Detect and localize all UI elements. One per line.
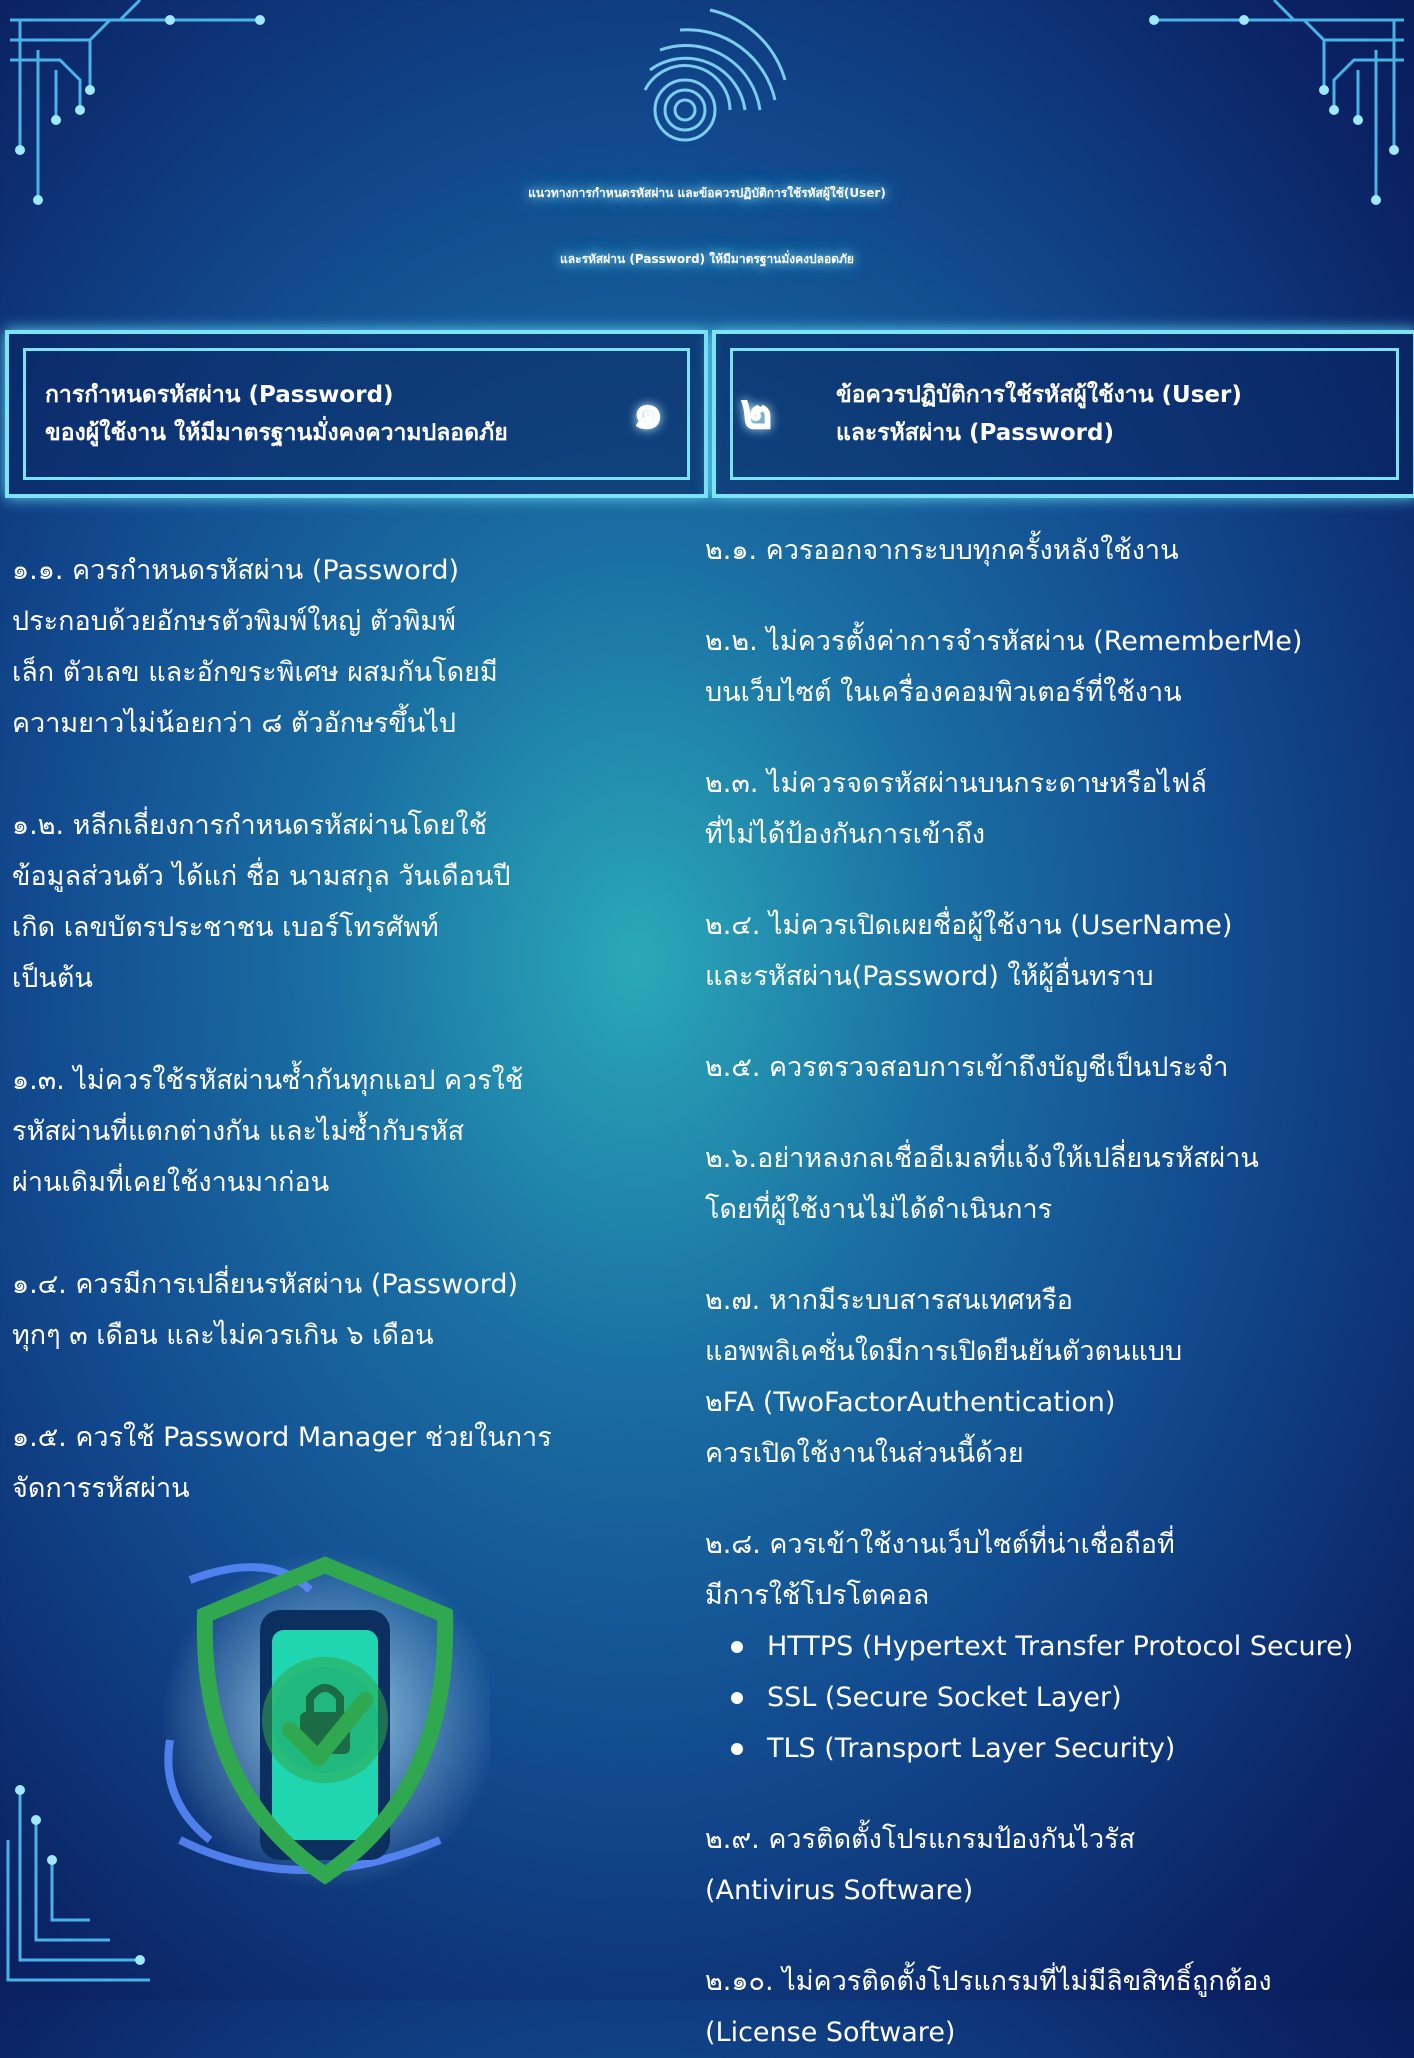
item-line: ข้อมูลส่วนตัว ได้แก่ ชื่อ นามสกุล วันเดือนปี bbox=[12, 861, 511, 892]
item-line: ๑.๔. ควรมีการเปลี่ยนรหัสผ่าน (Password) bbox=[12, 1269, 519, 1300]
item-line: ความยาวไม่น้อยกว่า ๘ ตัวอักษรขึ้นไป bbox=[12, 708, 457, 739]
section-1-item bbox=[12, 545, 552, 749]
section-2-heading-line-1: ข้อควรปฏิบัติการใช้รหัสผู้ใช้งาน (User) bbox=[836, 382, 1242, 408]
section-1-heading-line-1: การกำหนดรหัสผ่าน (Password) bbox=[45, 382, 394, 408]
item-line: ๒.๓. ไม่ควรจดรหัสผ่านบนกระดาษหรือไฟล์ bbox=[705, 768, 1207, 799]
security-shield-icon bbox=[150, 1540, 490, 1900]
page-title-line-1: แนวทางการกำหนดรหัสผ่าน และข้อควรปฏิบัติการใช้รหัสผู้ใช้(User) bbox=[528, 186, 886, 200]
item-line: ๒.๙. ควรติดตั้งโปรแกรมป้องกันไวรัส bbox=[705, 1824, 1136, 1855]
item-line: ๒.๘. ควรเข้าใช้งานเว็บไซต์ที่น่าเชื่อถือที่ bbox=[705, 1529, 1175, 1560]
item-line: รหัสผ่านที่แตกต่างกัน และไม่ซ้ำกับรหัส bbox=[12, 1116, 465, 1147]
item-line: ๑.๓. ไม่ควรใช้รหัสผ่านซ้ำกันทุกแอป ควรใช้ bbox=[12, 1065, 524, 1096]
item-line: ประกอบด้วยอักษรตัวพิมพ์ใหญ่ ตัวพิมพ์ bbox=[12, 606, 456, 637]
section-2-item bbox=[705, 616, 1353, 718]
section-1-heading-line-2: ของผู้ใช้งาน ให้มีมาตรฐานมั่งคงความปลอดภัย bbox=[45, 420, 508, 446]
section-2-heading-line-2: และรหัสผ่าน (Password) bbox=[836, 420, 1114, 446]
item-line: ผ่านเดิมที่เคยใช้งานมาก่อน bbox=[12, 1167, 330, 1198]
item-line: ๑.๑. ควรกำหนดรหัสผ่าน (Password) bbox=[12, 555, 460, 586]
item-line: เล็ก ตัวเลข และอักขระพิเศษ ผสมกันโดยมี bbox=[12, 657, 498, 688]
item-line: และรหัสผ่าน(Password) ให้ผู้อื่นทราบ bbox=[705, 961, 1154, 992]
item-line: ๒.๖.อย่าหลงกลเชื่ออีเมลที่แจ้งให้เปลี่ยนรหัสผ่าน bbox=[705, 1143, 1259, 1174]
page-title bbox=[0, 160, 1414, 292]
protocol-list-item: HTTPS (Hypertext Transfer Protocol Secure) bbox=[767, 1621, 1353, 1672]
item-line: ๒.๔. ไม่ควรเปิดเผยชื่อผู้ใช้งาน (UserName) bbox=[705, 910, 1233, 941]
protocol-list bbox=[705, 1621, 1353, 1774]
section-1-item bbox=[12, 800, 552, 1004]
page-title-line-2: และรหัสผ่าน (Password) ให้มีมาตรฐานมั่งคงปลอดภัย bbox=[560, 252, 854, 266]
section-1-item bbox=[12, 1055, 552, 1208]
protocol-list-item: TLS (Transport Layer Security) bbox=[767, 1723, 1353, 1774]
section-1-number: ๑ bbox=[632, 382, 664, 440]
section-1-item bbox=[12, 1412, 552, 1514]
item-line: โดยที่ผู้ใช้งานไม่ได้ดำเนินการ bbox=[705, 1194, 1053, 1225]
item-line: ๑.๕. ควรใช้ Password Manager ช่วยในการ bbox=[12, 1422, 552, 1453]
item-line: ๒.๑. ควรออกจากระบบทุกครั้งหลังใช้งาน bbox=[705, 535, 1179, 566]
item-line: เป็นต้น bbox=[12, 963, 93, 994]
section-2-item bbox=[705, 1042, 1353, 1093]
item-line: แอพพลิเคชั่นใดมีการเปิดยืนยันตัวตนแบบ bbox=[705, 1336, 1183, 1367]
section-2-item bbox=[705, 1956, 1353, 2058]
section-1-item bbox=[12, 1259, 552, 1361]
section-2-item bbox=[705, 758, 1353, 860]
section-2-item bbox=[705, 1133, 1353, 1235]
section-2-items bbox=[705, 525, 1353, 2058]
item-line: ๒.๗. หากมีระบบสารสนเทศหรือ bbox=[705, 1285, 1073, 1316]
item-line: ๒.๑๐. ไม่ควรติดตั้งโปรแกรมที่ไม่มีลิขสิทธิ์ถูกต้อง bbox=[705, 1966, 1272, 1997]
circuit-decoration-bottom-left bbox=[0, 1780, 160, 2000]
item-line: ๑.๒. หลีกเลี่ยงการกำหนดรหัสผ่านโดยใช้ bbox=[12, 810, 488, 841]
item-line: ๒.๕. ควรตรวจสอบการเข้าถึงบัญชีเป็นประจำ bbox=[705, 1052, 1229, 1083]
item-line: เกิด เลขบัตรประชาชน เบอร์โทรศัพท์ bbox=[12, 912, 439, 943]
item-line: ควรเปิดใช้งานในส่วนนี้ด้วย bbox=[705, 1438, 1024, 1469]
section-2-item bbox=[705, 525, 1353, 576]
section-1-heading bbox=[45, 376, 508, 452]
item-line: ที่ไม่ได้ป้องกันการเข้าถึง bbox=[705, 819, 986, 850]
section-2-number: ๒ bbox=[740, 382, 773, 440]
item-line: (Antivirus Software) bbox=[705, 1875, 974, 1906]
section-1-items bbox=[12, 545, 552, 1514]
section-2-item bbox=[705, 1275, 1353, 1479]
section-2-heading bbox=[836, 376, 1242, 452]
item-line: บนเว็บไซต์ ในเครื่องคอมพิวเตอร์ที่ใช้งาน bbox=[705, 677, 1182, 708]
item-line: มีการใช้โปรโตคอล bbox=[705, 1580, 930, 1611]
protocol-list-item: SSL (Secure Socket Layer) bbox=[767, 1672, 1353, 1723]
item-line: ๒.๒. ไม่ควรตั้งค่าการจำรหัสผ่าน (RememberMe) bbox=[705, 626, 1303, 657]
item-line: ทุกๆ ๓ เดือน และไม่ควรเกิน ๖ เดือน bbox=[12, 1320, 434, 1351]
section-2-header bbox=[712, 330, 1414, 498]
section-2-item bbox=[705, 900, 1353, 1002]
item-line: จัดการรหัสผ่าน bbox=[12, 1473, 190, 1504]
section-2-item bbox=[705, 1519, 1353, 1774]
section-2-item bbox=[705, 1814, 1353, 1916]
item-line: ๒FA (TwoFactorAuthentication) bbox=[705, 1387, 1116, 1418]
section-1-header bbox=[5, 330, 708, 498]
item-line: (License Software) bbox=[705, 2017, 956, 2048]
fingerprint-icon bbox=[640, 0, 790, 160]
